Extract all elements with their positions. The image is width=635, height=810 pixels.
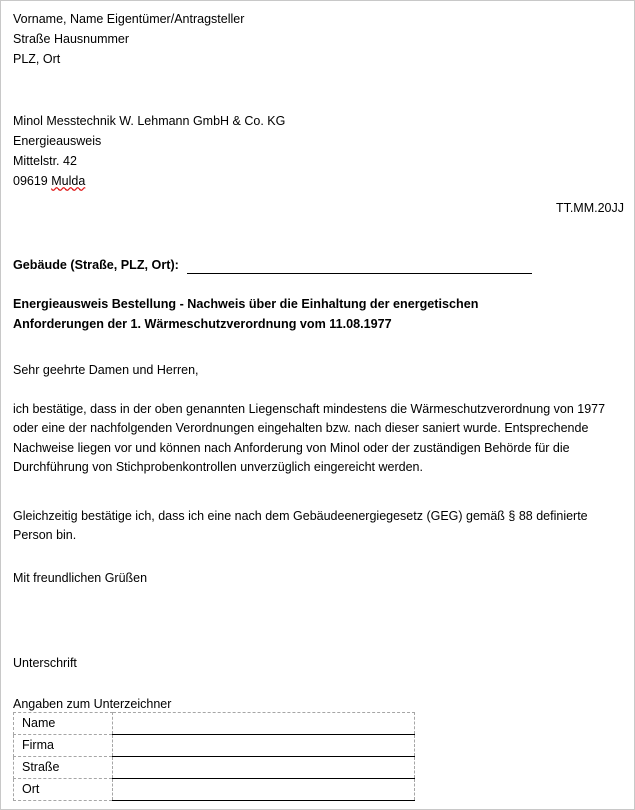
subject-heading <box>13 295 613 334</box>
salutation: Sehr geehrte Damen und Herren, <box>13 363 199 377</box>
signer-row-label: Name <box>14 713 113 735</box>
signer-row-input[interactable] <box>113 779 415 801</box>
recipient-postal-code: 09619 <box>13 174 48 188</box>
building-label: Gebäude (Straße, PLZ, Ort): <box>13 258 179 272</box>
signer-section-heading: Angaben zum Unterzeichner <box>13 697 172 711</box>
signer-details-table <box>13 712 415 801</box>
recipient-company: Minol Messtechnik W. Lehmann GmbH & Co. KG <box>13 114 286 128</box>
subject-line-2: Anforderungen der 1. Wärmeschutzverordnung vom 11.08.1977 <box>13 316 392 331</box>
table-row <box>14 779 415 801</box>
building-input-rule[interactable] <box>187 260 532 274</box>
recipient-address-block <box>13 111 613 191</box>
table-row <box>14 757 415 779</box>
body-paragraph-2: Gleichzeitig bestätige ich, dass ich eine nach dem Gebäudeenergiegesetz (GEG) gemäß § 88 definierte Person bin. <box>13 509 588 543</box>
signer-row-label: Ort <box>14 779 113 801</box>
table-row <box>14 735 415 757</box>
signer-row-input[interactable] <box>113 757 415 779</box>
recipient-department: Energieausweis <box>13 134 102 148</box>
date-field: TT.MM.20JJ <box>555 201 624 215</box>
recipient-street: Mittelstr. 42 <box>13 154 77 168</box>
table-row <box>14 713 415 735</box>
building-row <box>13 256 613 274</box>
recipient-city: Mulda <box>51 174 86 188</box>
sender-address-block <box>13 9 613 69</box>
signer-row-label: Straße <box>14 757 113 779</box>
signer-row-input[interactable] <box>113 735 415 757</box>
sender-name-line: Vorname, Name Eigentümer/Antragsteller <box>13 12 245 26</box>
signer-row-label: Firma <box>14 735 113 757</box>
sender-city-line: PLZ, Ort <box>13 52 61 66</box>
subject-line-1: Energieausweis Bestellung - Nachweis über die Einhaltung der energetischen <box>13 297 479 311</box>
signature-label: Unterschrift <box>13 656 77 670</box>
signer-row-input[interactable] <box>113 713 415 735</box>
body-paragraph-1: ich bestätige, dass in der oben genannten Liegenschaft mindestens die Wärmeschutzverordnung von 1977 oder eine der nachfolgenden Verordnungen eingehalten bzw. nach dieser saniert wurde. Entsprechende Nachweise liegen vor und können nach Anforderung von Minol oder der zuständigen Behörde für die Durchführung von Stichprobenkontrollen unverzüglich eingereicht werden. <box>13 402 606 474</box>
closing-greeting: Mit freundlichen Grüßen <box>13 571 148 585</box>
recipient-city-line <box>13 171 613 191</box>
sender-street-line: Straße Hausnummer <box>13 32 130 46</box>
